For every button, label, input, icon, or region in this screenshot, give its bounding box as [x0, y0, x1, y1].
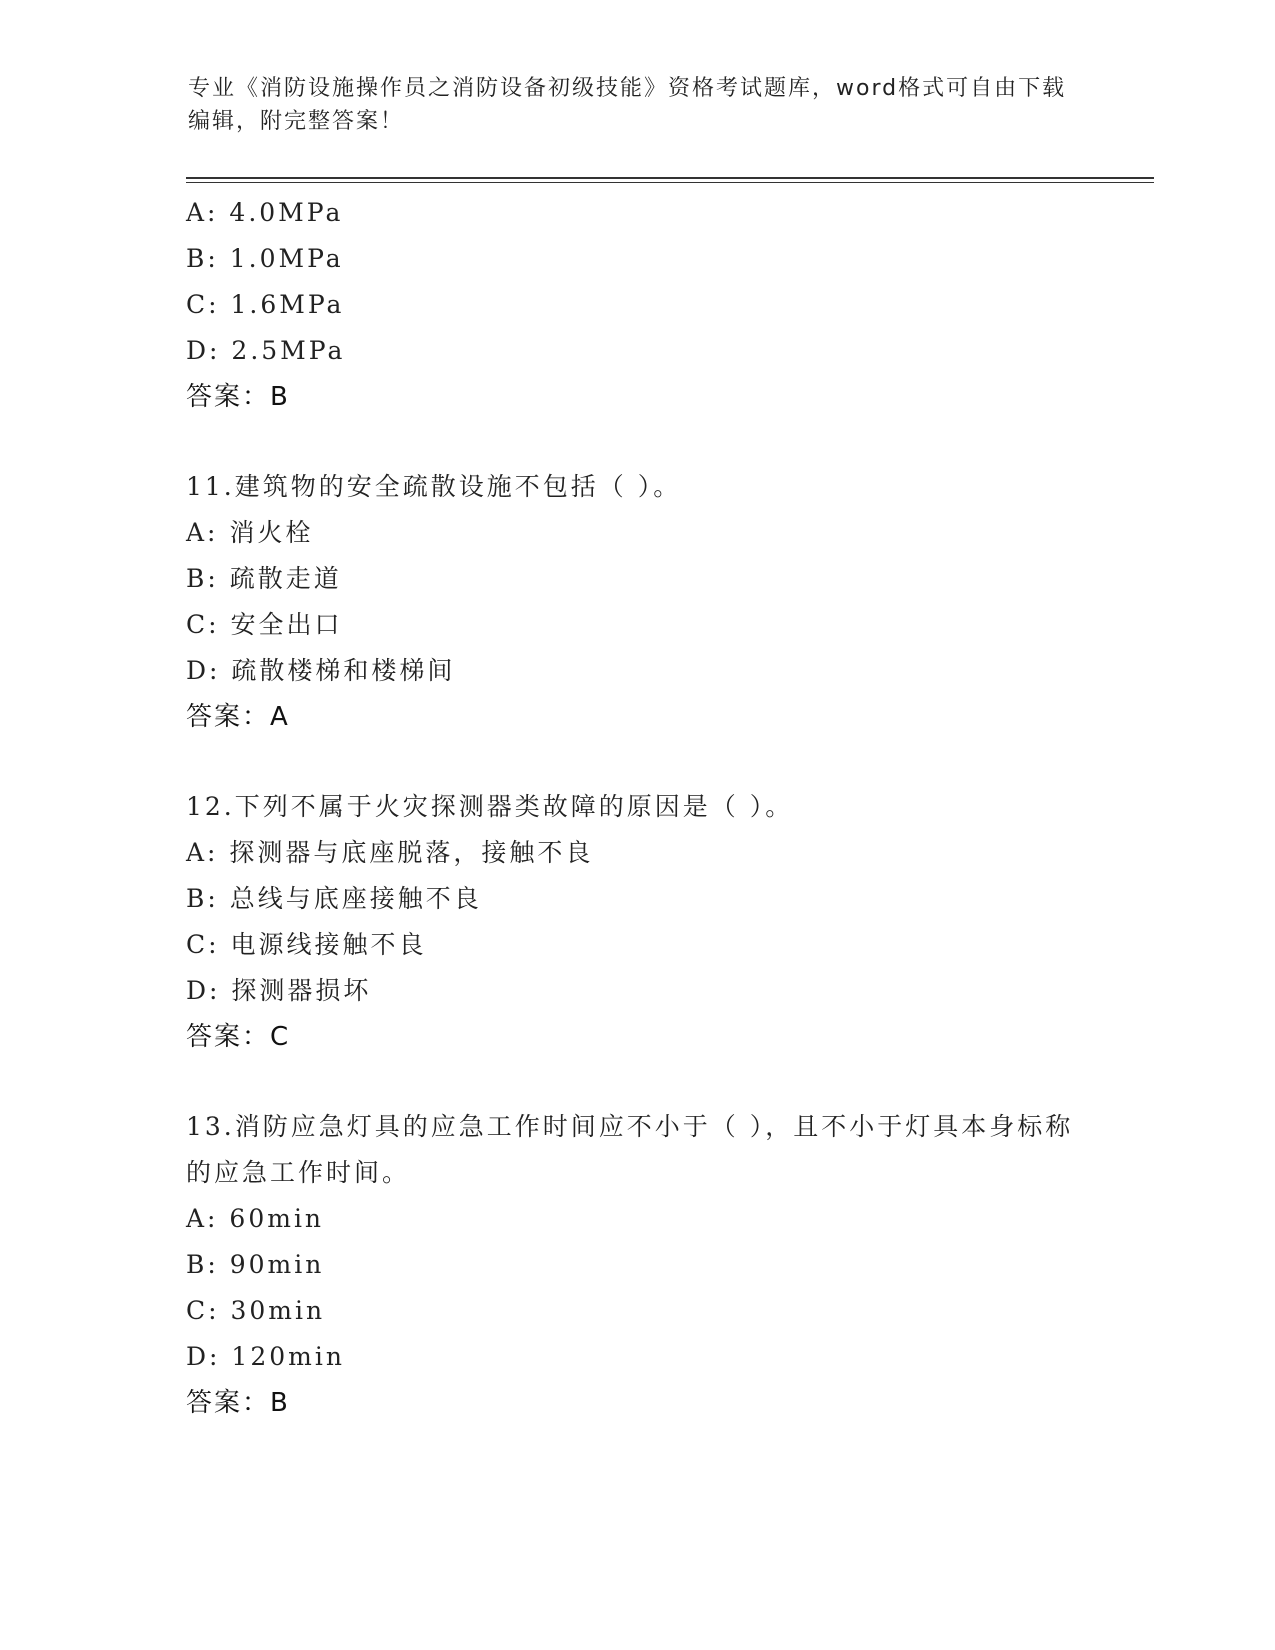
option-b: B: 90min: [186, 1250, 325, 1279]
question-block-10: [186, 190, 1086, 420]
option-d: D: 2.5MPa: [186, 336, 346, 365]
option-a: A: 60min: [186, 1204, 325, 1233]
option-b: B: 疏散走道: [186, 564, 342, 593]
answer-line: 答案：C: [186, 1022, 291, 1052]
option-d: D: 120min: [186, 1342, 345, 1371]
header-divider-thick: [186, 177, 1154, 179]
option-a: A: 4.0MPa: [186, 198, 344, 227]
option-c: C: 30min: [186, 1296, 326, 1325]
option-c: C: 安全出口: [186, 610, 343, 639]
answer-line: 答案：B: [186, 382, 290, 412]
answer-line: 答案：A: [186, 702, 290, 732]
question-list: [186, 190, 1086, 1426]
spacer: [186, 1060, 1086, 1104]
option-d: D: 探测器损坏: [186, 976, 372, 1005]
document-header: 专业《消防设施操作员之消防设备初级技能》资格考试题库，word格式可自由下载编辑，附完整答案！: [188, 76, 1067, 134]
question-block-11: [186, 464, 1086, 740]
option-a: A: 消火栓: [186, 518, 314, 547]
option-c: C: 电源线接触不良: [186, 930, 427, 959]
question-block-13: [186, 1104, 1086, 1426]
question-text: 11.建筑物的安全疏散设施不包括（ ）。: [186, 472, 682, 501]
option-a: A: 探测器与底座脱落，接触不良: [186, 838, 594, 867]
question-text: 12.下列不属于火灾探测器类故障的原因是（ ）。: [186, 792, 794, 821]
option-c: C: 1.6MPa: [186, 290, 345, 319]
spacer: [186, 740, 1086, 784]
header-divider-thin: [186, 182, 1154, 183]
question-text: 13.消防应急灯具的应急工作时间应不小于（ ），且不小于灯具本身标称的应急工作时间。: [186, 1112, 1074, 1187]
answer-line: 答案：B: [186, 1388, 290, 1418]
spacer: [186, 420, 1086, 464]
option-d: D: 疏散楼梯和楼梯间: [186, 656, 456, 685]
option-b: B: 总线与底座接触不良: [186, 884, 482, 913]
question-block-12: [186, 784, 1086, 1060]
option-b: B: 1.0MPa: [186, 244, 344, 273]
